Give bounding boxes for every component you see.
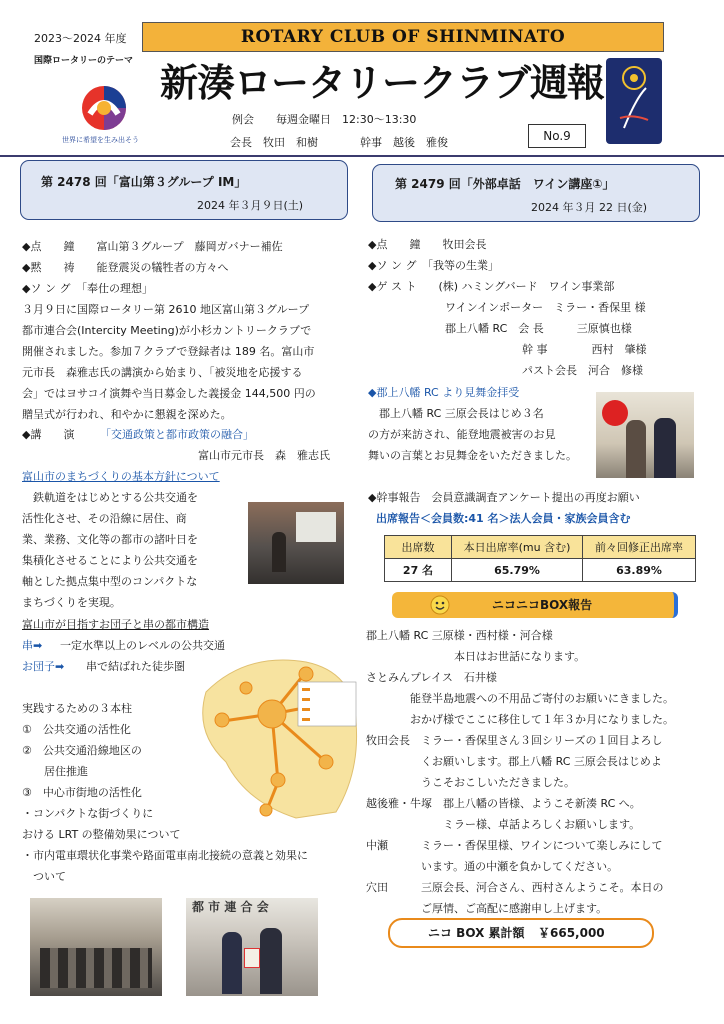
niko-box-title: ニコニコBOX報告: [492, 598, 593, 612]
program-item: ◆ソ ン グ 「我等の生業」: [368, 259, 499, 272]
left-article-date: 2024 年３月９日(土): [197, 199, 304, 212]
header-divider: [0, 155, 724, 157]
body-line: 鉄軌道をはじめとする公共交通を: [22, 491, 198, 504]
niko-total-label: ニコ BOX 累計額: [428, 926, 525, 940]
photo-sign: 都 市 連 合 会: [192, 900, 269, 914]
visit-line: の方が来訪され、能登地震被害のお見: [368, 428, 556, 441]
person-right: [260, 928, 282, 994]
smiley-icon: [430, 595, 450, 615]
report-line: 会」ではヨサコイ演舞や当日募金した義援金 144,500 円の: [22, 387, 316, 400]
table-header-cell: 前々回修正出席率: [583, 536, 696, 559]
visitors-photo: [596, 392, 694, 478]
niko-line: ミラー様、卓話よろしくお願いします。: [366, 818, 641, 831]
table-header-cell: 本日出席率(mu 含む): [452, 536, 583, 559]
left-article-title: 第 2478 回「富山第３グループ IM」: [41, 175, 247, 189]
pillars-list: [22, 719, 308, 887]
niko-line: うこそおこしいただきました。: [366, 776, 575, 789]
report-line: 贈呈式が行われ、和やかに懇親を深めた。: [22, 408, 232, 421]
program-item: ◆黙 祷 能登震災の犠牲者の方々へ: [22, 261, 229, 274]
program-item: 幹 事 西村 肇様: [368, 343, 647, 356]
program-item: パスト会長 河合 修様: [368, 364, 643, 377]
niko-line: 能登半島地震への不用品ご寄付のお願いにきました。: [366, 692, 674, 705]
body-line: 活性化させ、その沿線に居住、商: [22, 512, 187, 525]
lecture-photo: [248, 502, 344, 584]
right-article-date: 2024 年３月 22 日(金): [531, 201, 648, 214]
secretary-name: 幹事 越後 雅俊: [360, 136, 448, 149]
table-cell: 63.89%: [583, 559, 696, 582]
meeting-info: 例会 毎週金曜日 12:30～13:30: [232, 113, 417, 126]
issue-number: No.9: [528, 124, 586, 148]
pillar-item: ・コンパクトな街づくりに: [22, 807, 154, 820]
table-cell: 27 名: [385, 559, 452, 582]
body-line: まちづくりを実現。: [22, 596, 121, 609]
table-row: [385, 559, 696, 582]
dango-text: 串で結ばれた徒歩圏: [86, 660, 185, 673]
visit-line: 舞いの言葉とお見舞金をいただきました。: [368, 449, 577, 462]
program-item: ◆ゲ ス ト (株) ハミングバード ワイン事業部: [368, 280, 615, 293]
lecture-label: ◆講 演: [22, 428, 75, 441]
lecture-body: [22, 487, 198, 613]
pillar-item: ③ 中心市街地の活性化: [22, 786, 142, 799]
body-line: 集積化させることにより公共交通を: [22, 554, 198, 567]
left-report-paragraph: [22, 299, 316, 425]
niko-box-banner: [392, 592, 678, 618]
program-item: ワインインポーター ミラー・香保里 様: [368, 301, 646, 314]
table-cell: 65.79%: [452, 559, 583, 582]
niko-messages: [366, 625, 674, 919]
ri-theme-logo: [80, 84, 128, 132]
presentation-photo: [186, 898, 318, 996]
pillar-item: おける LRT の整備効果について: [22, 828, 181, 841]
pillar-item: ついて: [22, 870, 66, 883]
body-line: 軸とした拠点集中型のコンパクトな: [22, 575, 198, 588]
visit-line: 郡上八幡 RC 三原会長はじめ３名: [368, 407, 544, 420]
lecture-title: 「交通政策と都市政策の融合」: [100, 428, 254, 441]
projection-screen: [296, 512, 336, 542]
dango-title: 富山市が目指すお団子と串の都市構造: [22, 618, 209, 631]
pillar-item: ・市内電車環状化事業や路面電車南北接続の意義と効果に: [22, 849, 308, 862]
dango-label: お団子➡: [22, 660, 65, 673]
club-emblem: [606, 58, 662, 144]
donation-envelope: [244, 948, 260, 968]
visitor-left: [626, 420, 646, 478]
pillars-title: 実践するための３本柱: [22, 702, 132, 715]
body-line: 業、業務、文化等の都市の諸叶日を: [22, 533, 198, 546]
ri-theme-label: 国際ロータリーのテーマ: [34, 56, 134, 66]
visit-body: [368, 403, 577, 466]
table-header-row: [385, 536, 696, 559]
emblem-icon: [606, 58, 662, 144]
fiscal-year: 2023～2024 年度: [34, 32, 127, 45]
program-item: 郡上八幡 RC 会 長 三原慎也様: [368, 322, 632, 335]
attendance-table: [384, 535, 696, 582]
kushi-label: 串➡: [22, 639, 43, 652]
secretary-report: ◆幹事報告 会員意識調査アンケート提出の再度お願い: [368, 491, 640, 504]
niko-line: 郡上八幡 RC 三原様・西村様・河合様: [366, 629, 553, 642]
report-line: ３月９日に国際ロータリー第 2610 地区富山第３グループ: [22, 303, 310, 316]
niko-line: 穴田 三原会長、河合さん、西村さんようこそ。本日の: [366, 881, 664, 894]
niko-line: ご厚情、ご高配に感謝申し上げます。: [366, 902, 608, 915]
report-line: 都市連合会(Intercity Meeting)が小杉カントリークラブで: [22, 324, 312, 337]
left-program-list: [22, 236, 283, 299]
lecture-subheading: 富山市のまちづくりの基本方針について: [22, 470, 220, 483]
niko-line: さとみんプレイス 石井様: [366, 671, 497, 684]
niko-line: おかげ様でここに移住して１年３か月になりました。: [366, 713, 674, 726]
niko-line: 本日はお世話になります。: [366, 650, 586, 663]
report-line: 開催されました。参加７クラブで登録者は 189 名。富山市: [22, 345, 315, 358]
right-program-list: [368, 234, 647, 381]
pillar-item: 居住推進: [22, 765, 88, 778]
program-item: ◆点 鐘 富山第３グループ 藤岡ガバナー補佐: [22, 240, 283, 253]
audience-figures: [40, 948, 152, 988]
niko-total-value: ￥665,000: [538, 926, 605, 940]
visit-title: ◆郡上八幡 RC より見舞金拝受: [368, 386, 520, 399]
niko-line: くお願いします。郡上八幡 RC 三原会長はじめよ: [366, 755, 662, 768]
niko-total-box: [388, 918, 654, 948]
pillar-item: ① 公共交通の活性化: [22, 723, 131, 736]
niko-line: 中瀬 ミラー・香保里様、ワインについて楽しみにして: [366, 839, 663, 852]
left-article-title-box: [20, 160, 348, 220]
flag-emblem: [602, 400, 628, 426]
niko-line: います。通の中瀬を負かしてください。: [366, 860, 619, 873]
table-header-cell: 出席数: [385, 536, 452, 559]
club-banner: ROTARY CLUB OF SHINMINATO: [142, 22, 664, 52]
masthead-title: 新湊ロータリークラブ週報: [160, 60, 605, 105]
president-name: 会長 牧田 和樹: [230, 136, 318, 149]
ri-theme-slogan: 世界に希望を生み出そう: [62, 136, 139, 144]
speaker-figure: [272, 532, 286, 572]
pillar-item: ② 公共交通沿線地区の: [22, 744, 142, 757]
lecturer-name: 富山市元市長 森 雅志氏: [198, 449, 330, 462]
meeting-hall-photo: [30, 898, 162, 996]
niko-line: 牧田会長 ミラー・香保里さん３回シリーズの１回目よろし: [366, 734, 663, 747]
right-article-title-box: [372, 164, 700, 222]
visitor-right: [654, 418, 676, 478]
person-left: [222, 932, 242, 994]
program-item: ◆ソ ン グ 「奉仕の理想」: [22, 282, 153, 295]
right-article-title: 第 2479 回「外部卓話 ワイン講座①」: [395, 177, 615, 191]
attendance-title: 出席報告＜会員数:41 名＞法人会員・家族会員含む: [376, 512, 631, 525]
kushi-text: 一定水準以上のレベルの公共交通: [60, 639, 225, 652]
niko-line: 越後雅・牛塚 郡上八幡の皆様、ようこそ新湊 RC へ。: [366, 797, 641, 810]
report-line: 元市長 森雅志氏の講演から始まり、「被災地を応援する: [22, 366, 303, 379]
program-item: ◆点 鐘 牧田会長: [368, 238, 487, 251]
